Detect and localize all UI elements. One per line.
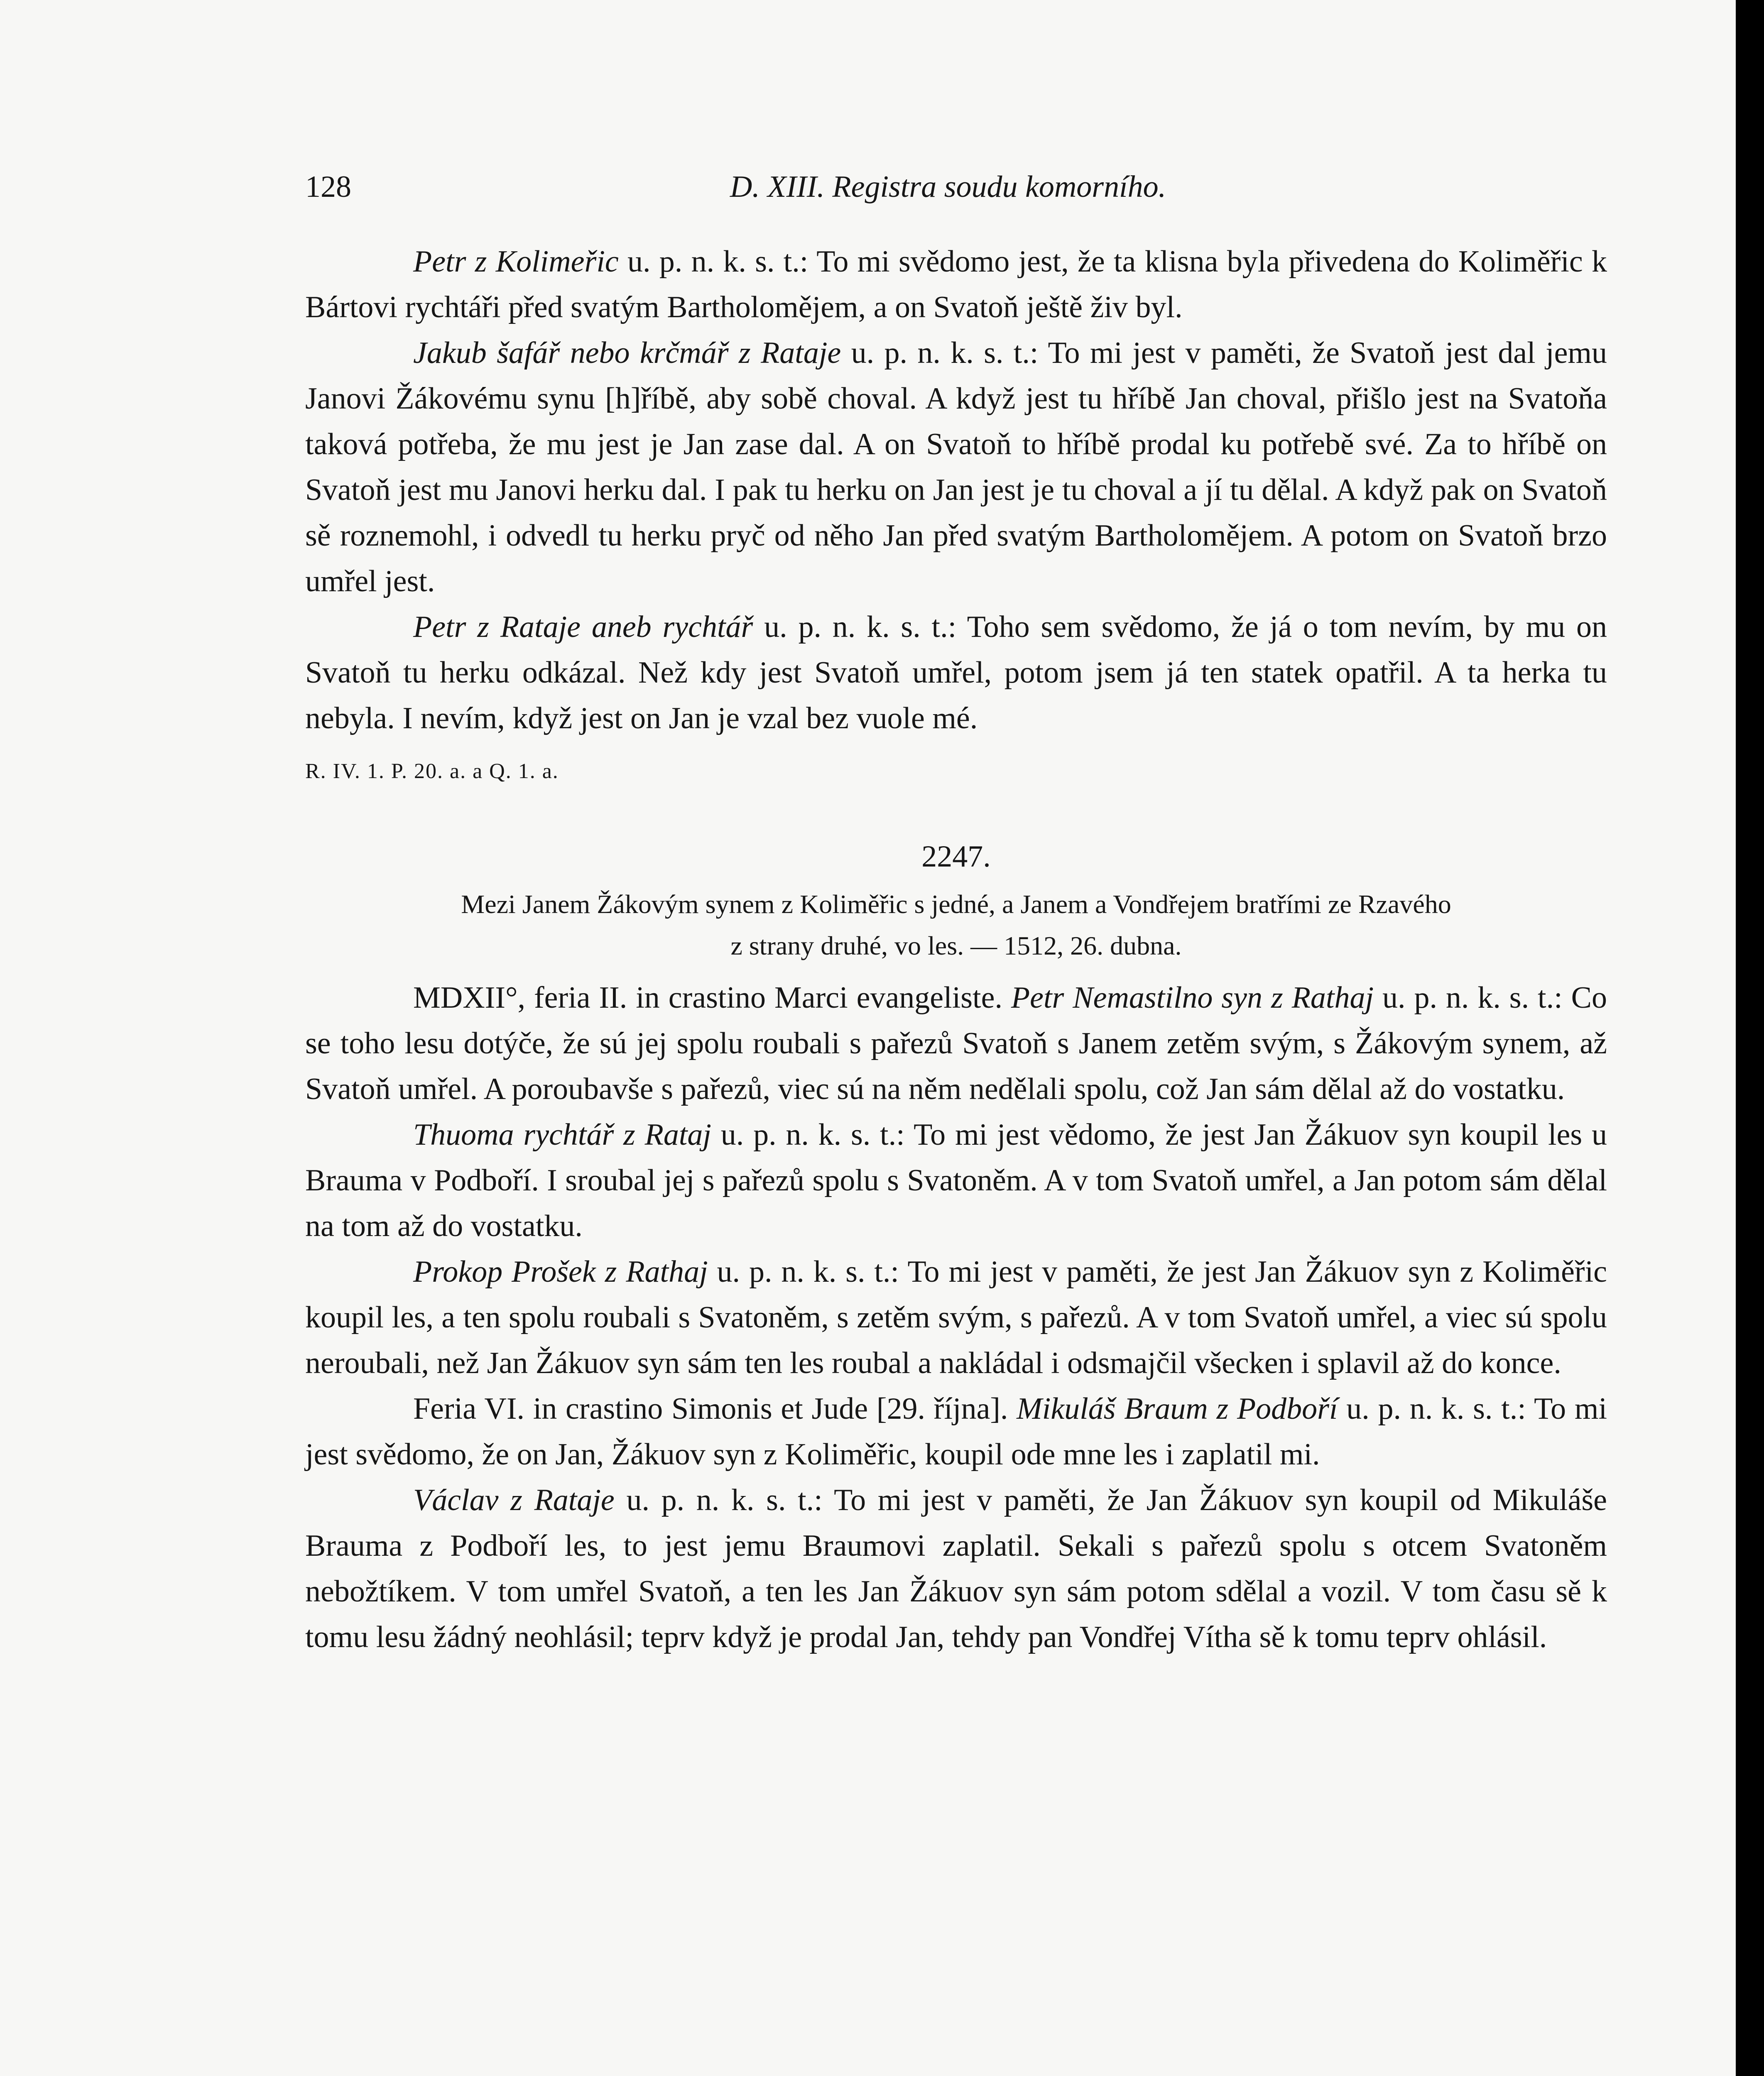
date-lead: Feria VI. in crastino Simonis et Jude [29. října]. [413,1392,1017,1426]
text-block [305,164,1607,1660]
date-lead: MDXII°, feria II. in crastino Marci evangeliste. [413,981,1011,1015]
page-header [305,164,1607,210]
testimony-paragraph [305,1112,1607,1249]
running-title: D. XIII. Registra soudu komorního. [730,170,1166,204]
testimony-paragraph [305,330,1607,604]
witness-name: Jakub šafář nebo krčmář z Rataje [413,336,841,370]
testimony-text: u. p. n. k. s. t.: To mi svědomo jest, že ta klisna byla přivedena do Koliměřic k Bártovi rychtáři před svatým Bartholomějem, a on Svatoň ještě živ byl. [305,245,1607,324]
witness-name: Mikuláš Braum z Podboří [1017,1392,1338,1426]
testimony-text: u. p. n. k. s. t.: To mi jest svědomo, že on Jan, Žákuov syn z Koliměřic, koupil ode mne les i zaplatil mi. [305,1392,1607,1471]
witness-name: Petr Nemastilno syn z Rathaj [1011,981,1374,1015]
testimony-paragraph [305,1386,1607,1477]
testimony-text: u. p. n. k. s. t.: To mi jest v paměti, že jest Jan Žákuov syn z Koliměřic koupil les, a ten spolu roubali s Svatoněm, s zetěm svým, s pařezů. A v tom Svatoň umřel, a viec sú spolu neroubali, než Jan Žákuov syn sám ten les roubal a nakládal i odsmajčil všecken i splavil až do konce. [305,1255,1607,1380]
testimony-text: u. p. n. k. s. t.: To mi jest vědomo, že jest Jan Žákuov syn koupil les u Brauma v Podboří. I sroubal jej s pařezů spolu s Svatoněm. A v tom Svatoň umřel, a Jan potom sám dělal na tom až do vostatku. [305,1118,1607,1243]
testimony-text: u. p. n. k. s. t.: To mi jest v paměti, že Jan Žákuov syn koupil od Mikuláše Brauma z Podboří les, to jest jemu Braumovi zaplatil. Sekali s pařezů spolu s otcem Svatoněm nebožtíkem. V tom umřel Svatoň, a ten les Jan Žákuov syn sám potom sdělal a vozil. V tom času sě k tomu lesu žádný neohlásil; teprv když je prodal Jan, tehdy pan Vondřej Vítha sě k tomu teprv ohlásil. [305,1483,1607,1654]
testimony-text: u. p. n. k. s. t.: Co se toho lesu dotýče, že sú jej spolu roubali s pařezů Svatoň s Janem zetěm svým, s Žákovým synem, až Svatoň umřel. A poroubavše s pařezů, viec sú na něm nedělali spolu, což Jan sám dělal až do vostatku. [305,981,1607,1106]
summary-line: z strany druhé, vo les. — 1512, 26. dubna. [730,931,1182,960]
testimony-paragraph [305,1249,1607,1386]
witness-name: Prokop Prošek z Rathaj [413,1255,708,1289]
page-number: 128 [305,170,351,204]
source-signature: R. IV. 1. P. 20. a. a Q. 1. a. [305,759,559,783]
witness-name: Thuoma rychtář z Rataj [413,1118,711,1152]
testimony-paragraph [305,1477,1607,1660]
testimony-text: u. p. n. k. s. t.: To mi jest v paměti, že Svatoň jest dal jemu Janovi Žákovému synu [h]říbě, aby sobě choval. A když jest tu hříbě Jan choval, přišlo jest na Svatoňa taková potřeba, že mu jest je Jan zase dal. A on Svatoň to hříbě prodal ku potřebě své. Za to hříbě on Svatoň jest mu Janovi herku dal. I pak tu herku on Jan jest je tu choval a jí tu dělal. A když pak on Svatoň sě roznemohl, i odvedl tu herku pryč od něho Jan před svatým Bartholomějem. A potom on Svatoň brzo umřel jest. [305,336,1607,598]
document-number: 2247. [921,840,991,874]
witness-name: Václav z Rataje [413,1483,615,1517]
witness-name: Petr z Kolimeřic [413,245,619,279]
testimony-paragraph [305,239,1607,330]
summary-line: Mezi Janem Žákovým synem z Koliměřic s jedné, a Janem a Vondřejem bratřími ze Rzavého [461,889,1451,919]
document-summary [305,884,1607,967]
testimony-text: u. p. n. k. s. t.: Toho sem svědomo, že já o tom nevím, by mu on Svatoň tu herku odkázal. Než kdy jest Svatoň umřel, potom jsem já ten statek opatřil. A ta herka tu nebyla. I nevím, když jest on Jan je vzal bez vuole mé. [305,610,1607,735]
testimony-paragraph [305,604,1607,741]
testimony-paragraph [305,975,1607,1112]
witness-name: Petr z Rataje aneb rychtář [413,610,753,644]
